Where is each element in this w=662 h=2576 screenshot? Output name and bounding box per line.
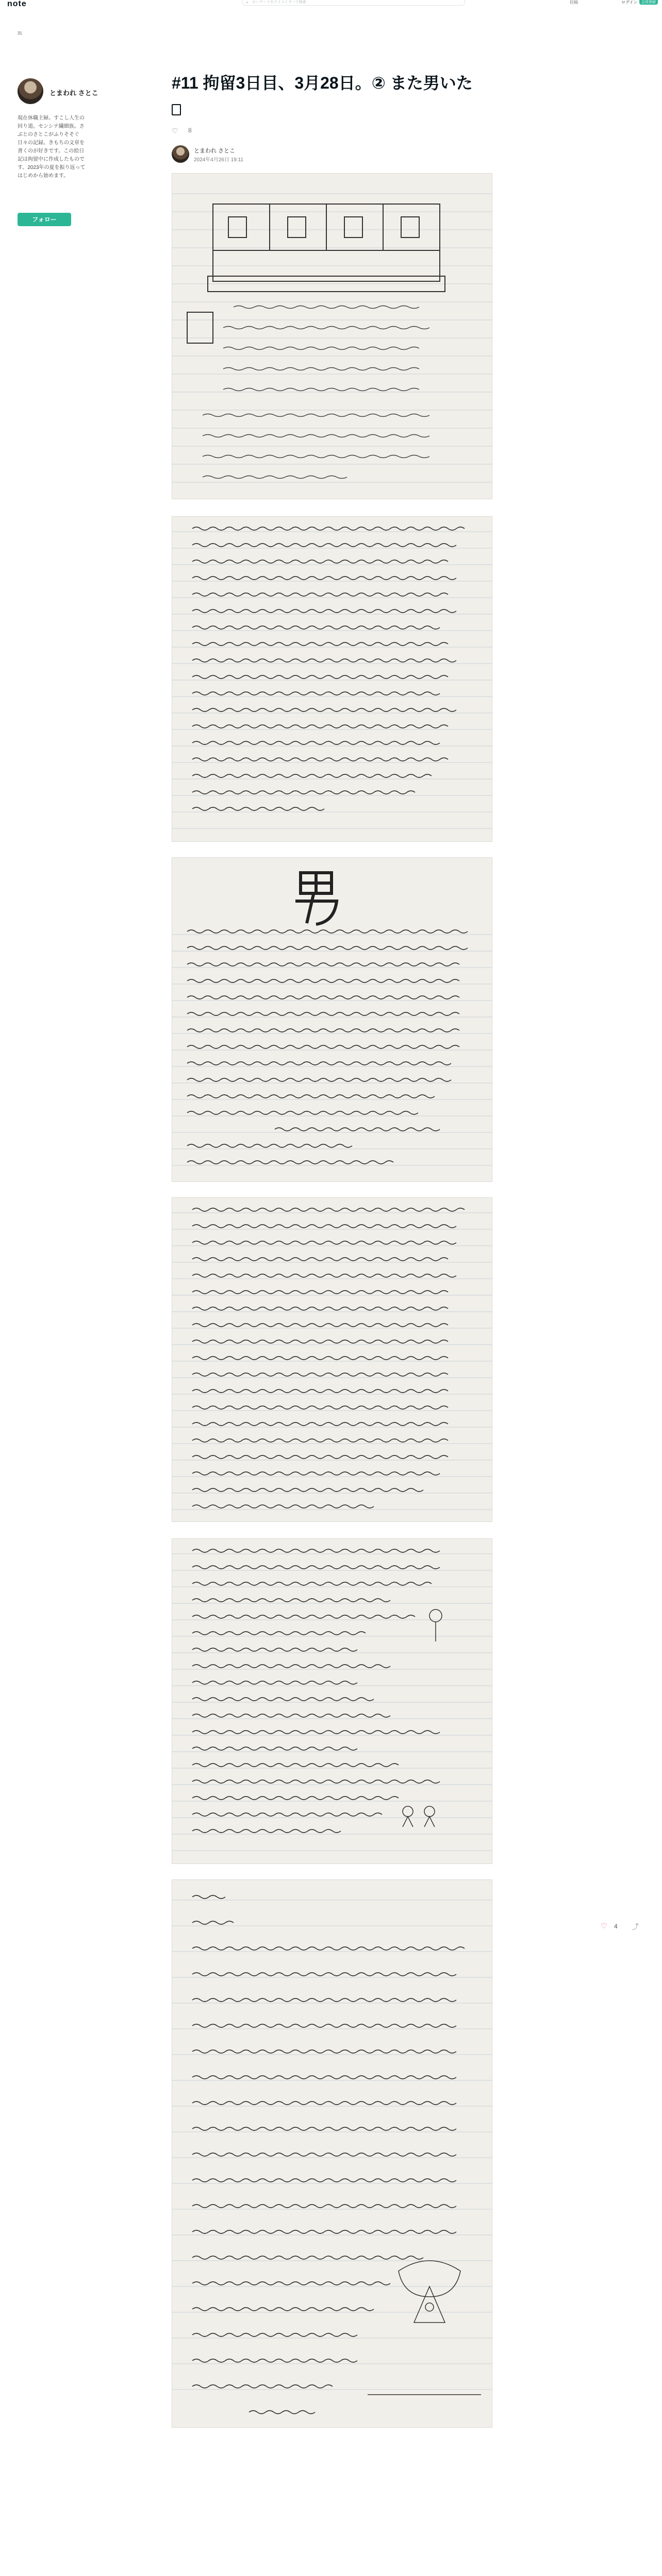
author-name[interactable]: とまわれ さとこ <box>49 89 98 97</box>
handwritten-page-4 <box>172 1197 492 1522</box>
post-date: 2024年4月26日 19:11 <box>194 157 243 163</box>
heart-icon[interactable]: ♡ <box>172 127 178 135</box>
like-count-top: 8 <box>188 127 192 134</box>
follow-button[interactable]: フォロー <box>18 213 71 226</box>
side-like-count: 4 <box>614 1923 618 1930</box>
top-bar <box>0 0 662 9</box>
author-avatar[interactable] <box>18 78 43 104</box>
sidebar-counter: 31 <box>18 31 22 36</box>
share-icon[interactable]: ⤴ <box>632 1923 639 1931</box>
author-bio: 現在休職主婦。すこし人生の回り道。センシテ繊細族。さぶとのさとこがふりそそぐ日々の記録。きもちの文章を書くのが好きです。この絵日記は拘留中に作成したものです。2023年の夏を振り返ってはじめから始めます。 <box>18 115 86 179</box>
handwriting-scribble <box>172 857 492 1182</box>
handwriting-scribble <box>172 1197 492 1522</box>
emoji-placeholder-icon <box>172 104 181 115</box>
handwriting-scribble <box>172 1879 492 2428</box>
note-logo[interactable]: note <box>7 0 27 8</box>
handwritten-page-6 <box>172 1879 492 2428</box>
login-link[interactable]: ログイン <box>621 0 638 5</box>
search-placeholder: キーワードやクリエイターで検索 <box>252 1 306 4</box>
post-author-avatar[interactable] <box>172 145 189 163</box>
search-icon: ⌕ <box>246 0 249 5</box>
handwritten-page-3 <box>172 857 492 1182</box>
handwritten-page-5 <box>172 1538 492 1864</box>
post-link[interactable]: 投稿 <box>570 0 578 5</box>
handwriting-scribble <box>172 1538 492 1864</box>
search-box[interactable] <box>242 0 465 6</box>
signup-button[interactable]: 会員登録 <box>639 0 658 5</box>
handwritten-page-2 <box>172 516 492 842</box>
floor-plan-sketch <box>172 173 492 499</box>
handwritten-page-1 <box>172 173 492 499</box>
side-like-group[interactable] <box>601 1922 639 1931</box>
handwriting-scribble <box>172 516 492 842</box>
article-title: #11 拘留3日目、3月28日。② また男いた <box>172 74 473 92</box>
heart-icon[interactable]: ♡ <box>601 1922 607 1930</box>
post-author-name[interactable]: とまわれ さとこ <box>194 148 236 154</box>
